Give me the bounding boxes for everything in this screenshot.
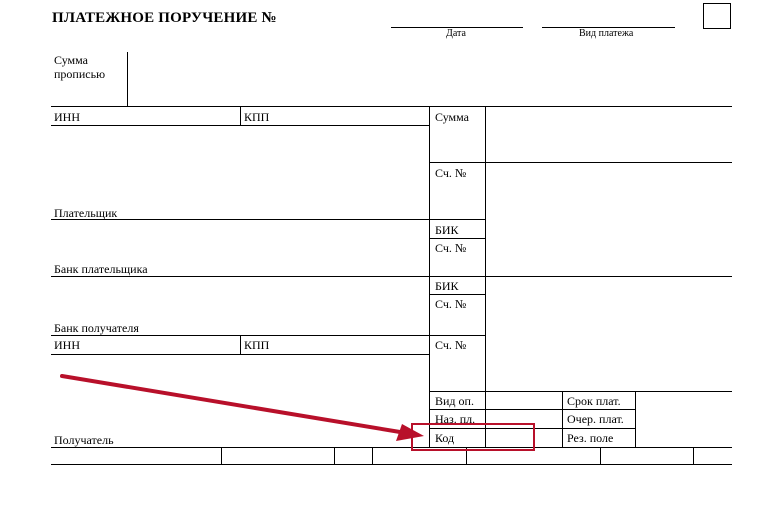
due-date-label: Срок плат.	[567, 394, 621, 408]
op-type-label: Вид оп.	[435, 394, 474, 408]
recipient-label: Получатель	[54, 433, 114, 447]
reserved-field-label: Рез. поле	[567, 431, 614, 445]
payer-inn-label: ИНН	[54, 110, 80, 124]
recipient-account-label: Сч. №	[435, 338, 467, 352]
recipient-inn-label: ИНН	[54, 338, 80, 352]
purpose-code-label: Наз. пл.	[435, 412, 476, 426]
recipient-bank-bik-label: БИК	[435, 279, 459, 293]
code-label: Код	[435, 431, 455, 445]
recipient-bank-account-label: Сч. №	[435, 297, 467, 311]
recipient-bank-label: Банк получателя	[54, 321, 139, 335]
payer-label: Плательщик	[54, 206, 118, 220]
date-caption: Дата	[446, 28, 466, 39]
payer-account-label: Сч. №	[435, 166, 467, 180]
priority-label: Очер. плат.	[567, 412, 624, 426]
recipient-kpp-label: КПП	[244, 338, 270, 352]
payer-kpp-label: КПП	[244, 110, 270, 124]
payer-bank-label: Банк плательщика	[54, 262, 148, 276]
document-title: ПЛАТЕЖНОЕ ПОРУЧЕНИЕ №	[52, 10, 277, 26]
payment-type-caption: Вид платежа	[579, 28, 634, 39]
amount-label: Сумма	[435, 110, 469, 124]
payer-bank-account-label: Сч. №	[435, 241, 467, 255]
amount-in-words-label: Сумма прописью	[54, 53, 106, 81]
payer-bank-bik-label: БИК	[435, 223, 459, 237]
